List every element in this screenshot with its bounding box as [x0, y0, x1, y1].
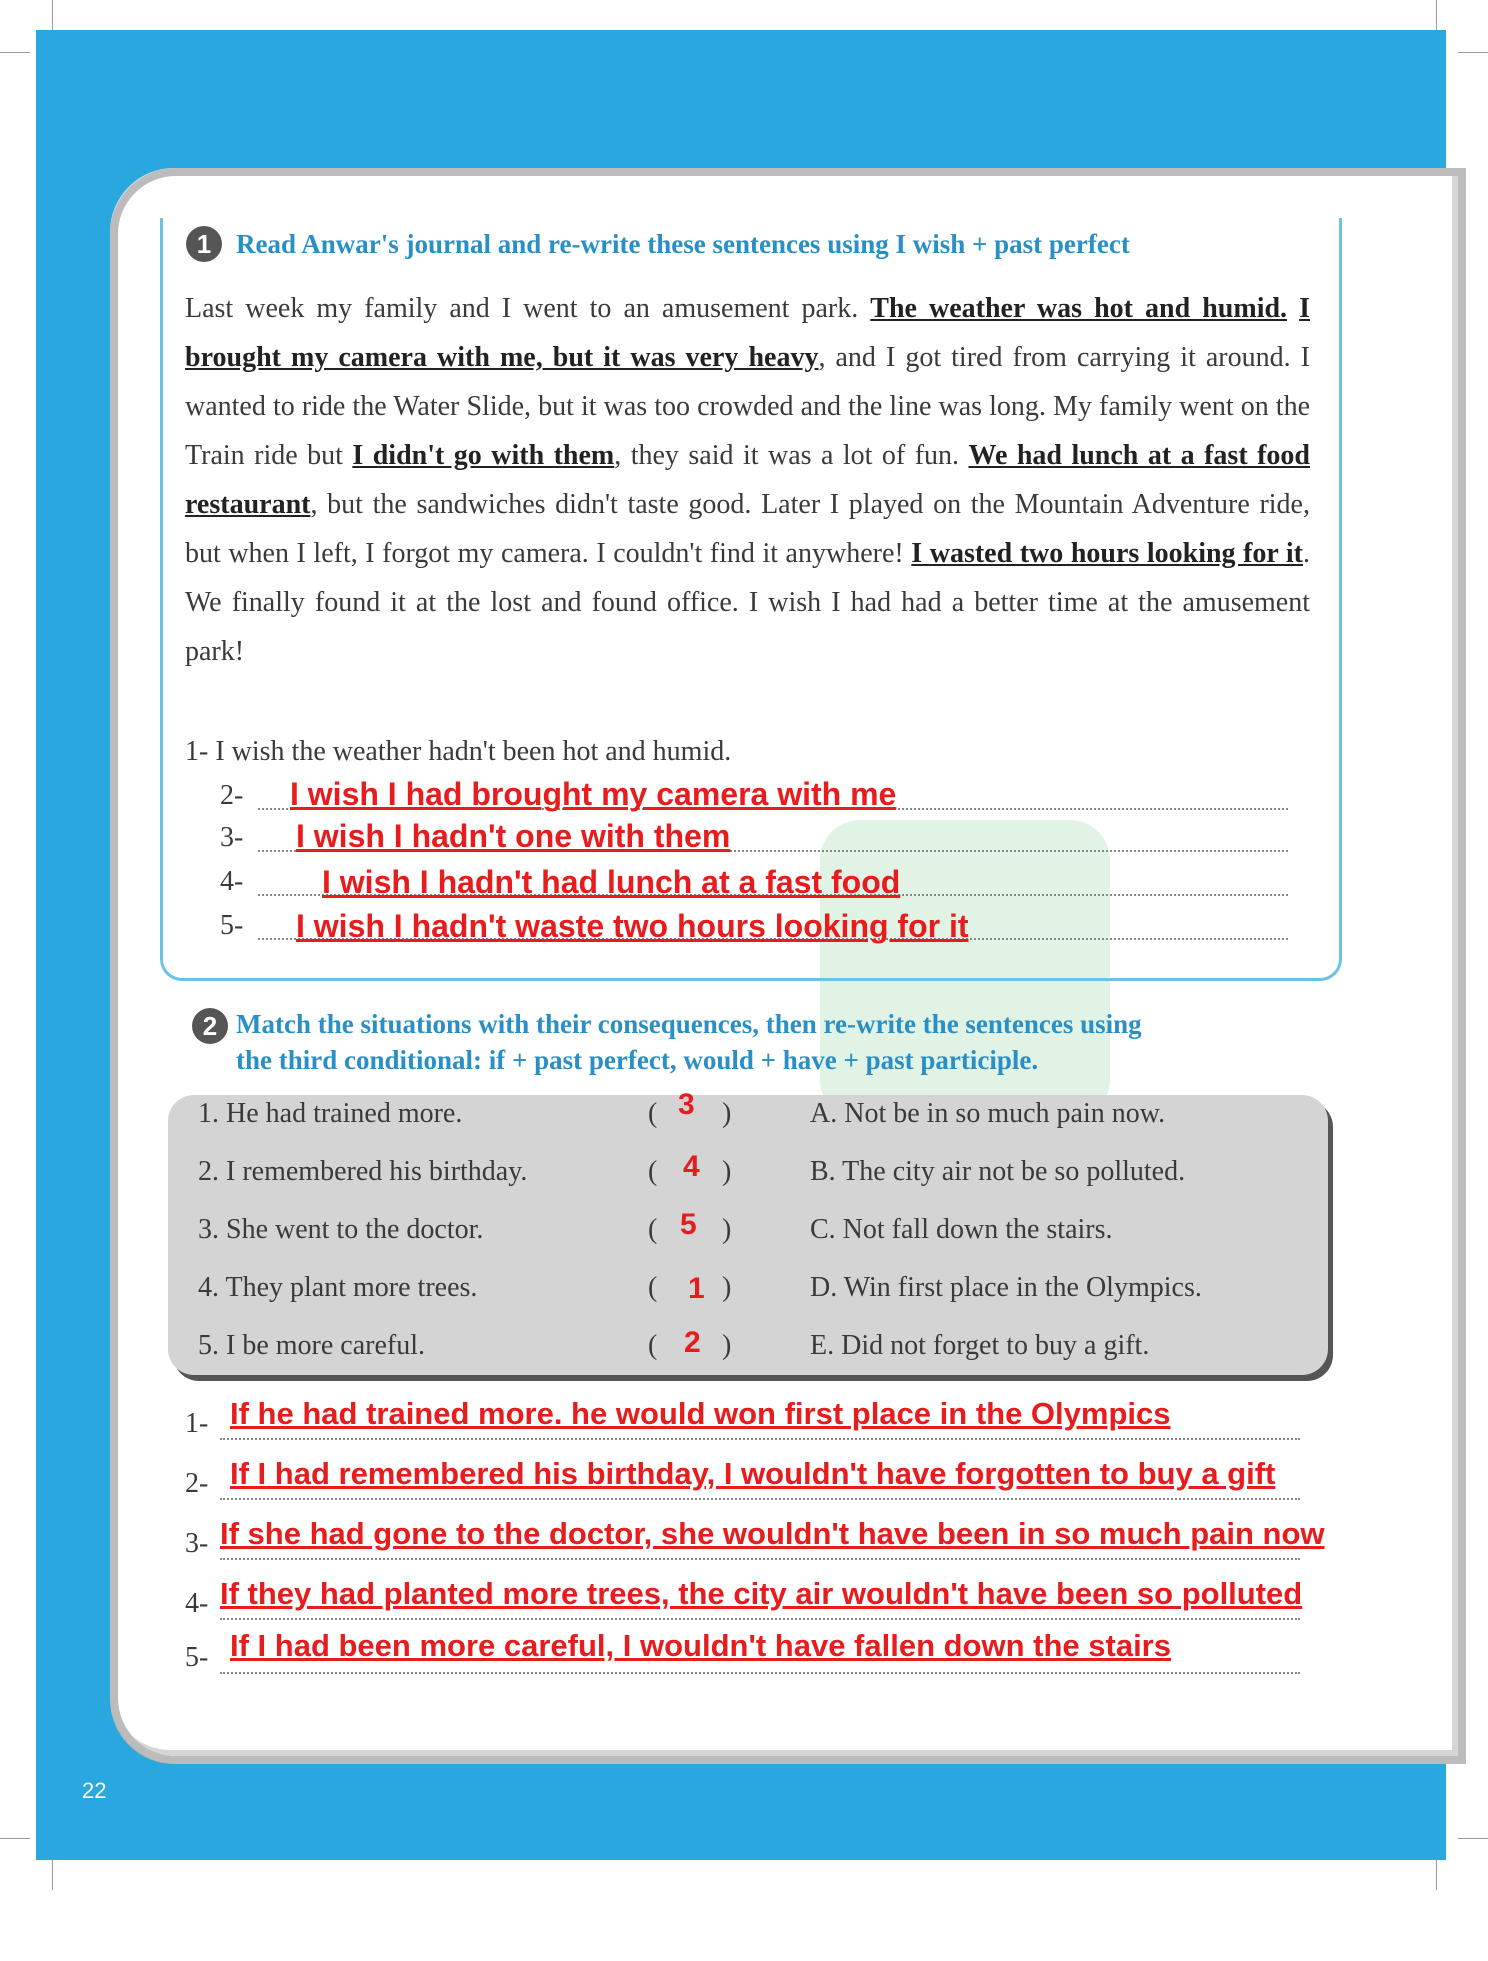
consequence-item: D. Win first place in the Olympics. [810, 1272, 1202, 1303]
dotted-answer-line[interactable] [220, 1558, 1300, 1560]
crop-mark [52, 1860, 53, 1890]
handwritten-answer: I wish I hadn't one with them [296, 818, 731, 854]
answer-line-label: 2- [185, 1468, 209, 1499]
exercise2-number: 2 [192, 1008, 228, 1044]
handwritten-answer: If she had gone to the doctor, she wouldn't have been in so much pain now [220, 1516, 1325, 1551]
handwritten-answer: If I had been more careful, I wouldn't have fallen down the stairs [230, 1628, 1171, 1663]
situation-item: 2. I remembered his birthday. [198, 1156, 528, 1187]
handwritten-answer: If he had trained more. he would won first place in the Olympics [230, 1396, 1171, 1431]
underlined-phrase: We had lunch at a fast food restaurant [185, 440, 1310, 520]
journal-passage [185, 284, 1310, 676]
close-paren: ) [722, 1272, 732, 1303]
page-number: 22 [82, 1778, 107, 1803]
consequence-item: E. Did not forget to buy a gift. [810, 1330, 1150, 1361]
answer-line-label: 4- [220, 866, 244, 897]
close-paren: ) [722, 1330, 732, 1361]
answer-line-label: 1- [185, 1408, 209, 1439]
crop-mark [0, 52, 30, 53]
open-paren: ( [648, 1214, 658, 1245]
crop-mark [1458, 52, 1488, 53]
close-paren: ) [722, 1098, 732, 1129]
crop-mark [0, 1838, 30, 1839]
open-paren: ( [648, 1156, 658, 1187]
handwritten-answer: I wish I had brought my camera with me [290, 776, 897, 812]
answer-line-label: 3- [220, 822, 244, 853]
exercise1-number: 1 [186, 226, 222, 262]
close-paren: ) [722, 1214, 732, 1245]
close-paren: ) [722, 1156, 732, 1187]
situation-item: 1. He had trained more. [198, 1098, 463, 1129]
underlined-phrase: The weather was hot and humid. [870, 293, 1288, 324]
open-paren: ( [648, 1272, 658, 1303]
crop-mark [1436, 0, 1437, 30]
match-answer[interactable]: 4 [683, 1150, 700, 1183]
answer-line-label: 2- [220, 780, 244, 811]
crop-mark [1458, 1838, 1488, 1839]
passage-text: . We finally found it at the lost and found office. I wish I had had a better time at the amusement park! [185, 538, 1311, 667]
dotted-answer-line[interactable] [220, 1618, 1300, 1620]
crop-mark [1436, 1860, 1437, 1890]
handwritten-answer: If they had planted more trees, the city air wouldn't have been so polluted [220, 1576, 1303, 1611]
passage-text: , they said it was a lot of fun. [614, 440, 969, 471]
situation-item: 4. They plant more trees. [198, 1272, 478, 1303]
situation-item: 3. She went to the doctor. [198, 1214, 484, 1245]
answer-line-label: 4- [185, 1588, 209, 1619]
consequence-item: C. Not fall down the stairs. [810, 1214, 1113, 1245]
underlined-phrase: I didn't go with them [352, 440, 615, 471]
dotted-answer-line[interactable] [220, 1498, 1300, 1500]
underlined-phrase: I wasted two hours looking for it [911, 538, 1304, 569]
consequence-item: B. The city air not be so polluted. [810, 1156, 1186, 1187]
passage-text: Last week my family and I went to an amusement park. [185, 293, 871, 324]
passage-text: , but the sandwiches didn't taste good. Later I played on the Mountain Adventure ride, but when I left, I forgot my camera. I couldn't find it anywhere! [185, 489, 1310, 569]
handwritten-answer: I wish I hadn't had lunch at a fast food [322, 864, 901, 900]
handwritten-answer: If I had remembered his birthday, I wouldn't have forgotten to buy a gift [230, 1456, 1276, 1491]
exercise2-heading-line2: the third conditional: if + past perfect, would + have + past participle. [236, 1045, 1039, 1075]
crop-mark [52, 0, 53, 30]
match-answer[interactable]: 1 [688, 1272, 705, 1305]
match-answer[interactable]: 3 [678, 1088, 695, 1121]
match-answer[interactable]: 2 [684, 1326, 701, 1359]
answer-line-label: 3- [185, 1528, 209, 1559]
answer-line-label: 5- [220, 910, 244, 941]
exercise2-heading-line1: Match the situations with their consequences, then re-write the sentences using [236, 1009, 1142, 1039]
passage-text [1287, 293, 1299, 324]
exercise1-heading: Read Anwar's journal and re-write these sentences using I wish + past perfect [236, 229, 1130, 259]
handwritten-answer: I wish I hadn't waste two hours looking for it [296, 908, 969, 944]
passage-text: , and I got tired from carrying it around. I wanted to ride the Water Slide, but it was too crowded and the line was long. My family went on the Train ride but [185, 342, 1311, 471]
answer-line-label: 5- [185, 1642, 209, 1673]
example-sentence: 1- I wish the weather hadn't been hot and humid. [185, 736, 732, 767]
match-answer[interactable]: 5 [680, 1208, 697, 1241]
open-paren: ( [648, 1098, 658, 1129]
situation-item: 5. I be more careful. [198, 1330, 425, 1361]
dotted-answer-line[interactable] [220, 1438, 1300, 1440]
dotted-answer-line[interactable] [220, 1672, 1300, 1674]
consequence-item: A. Not be in so much pain now. [810, 1098, 1166, 1129]
underlined-phrase: I brought my camera with me, but it was very heavy [185, 293, 1310, 373]
open-paren: ( [648, 1330, 658, 1361]
